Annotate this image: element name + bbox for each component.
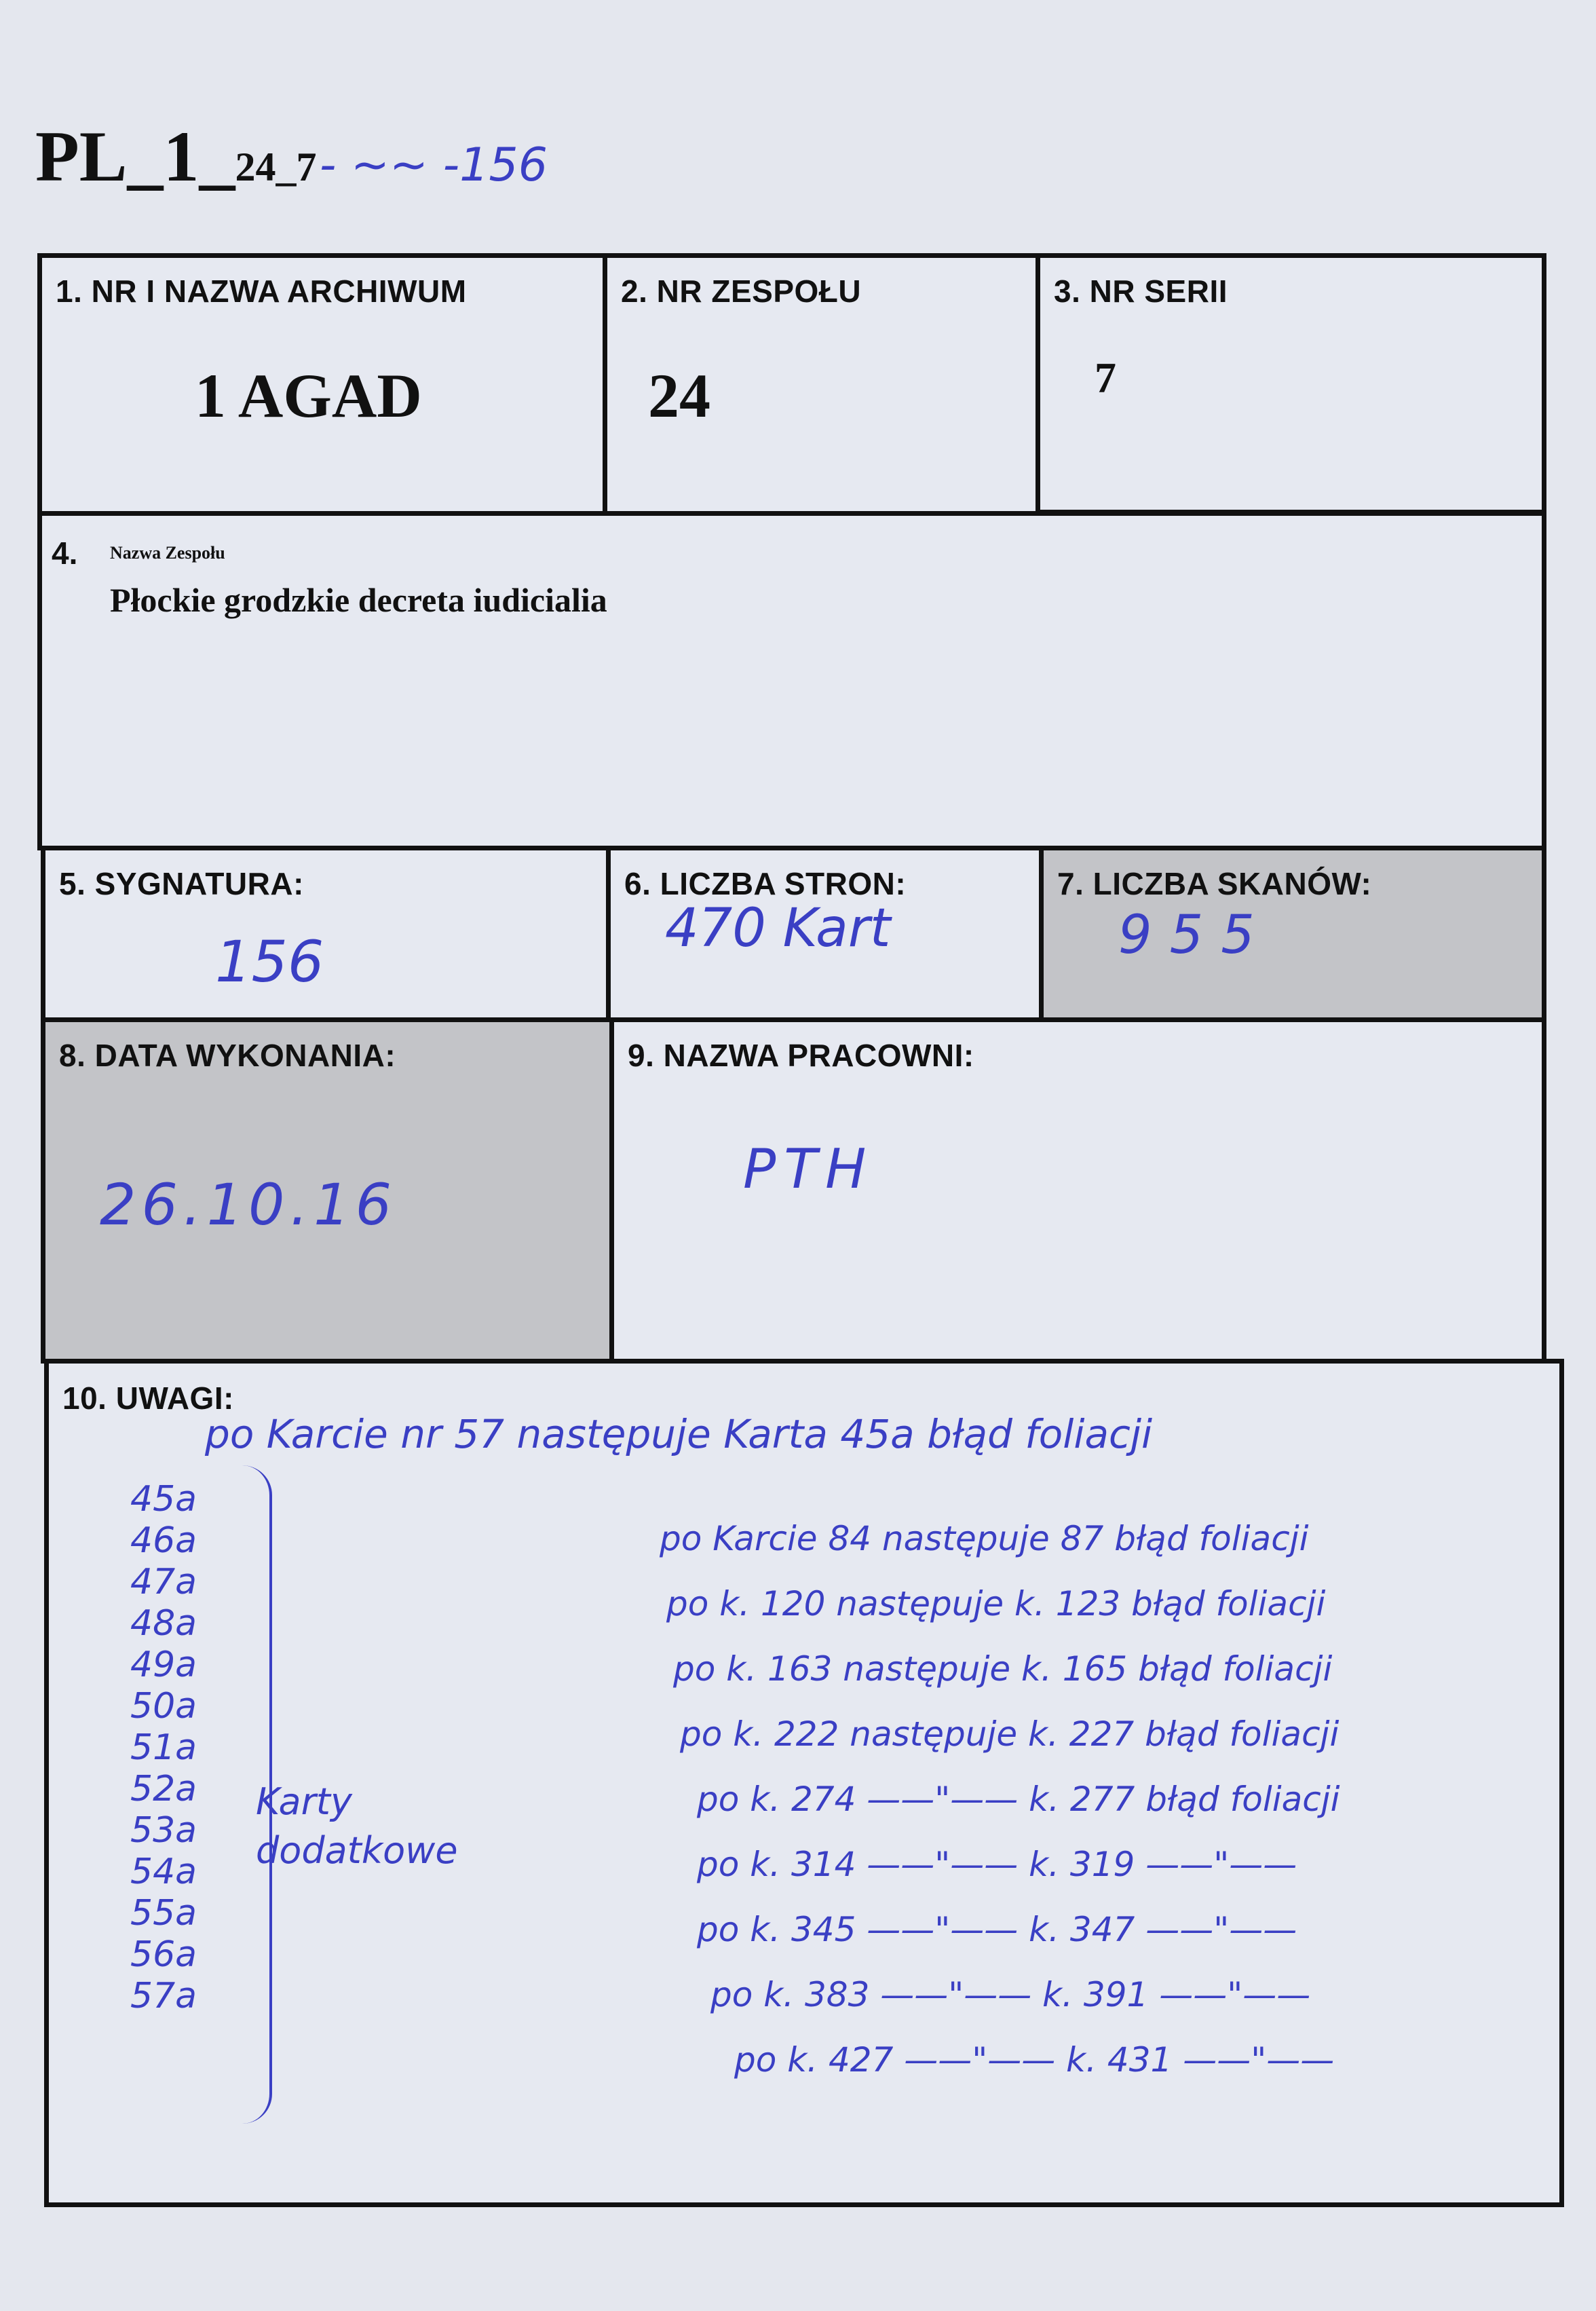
- archive-form: [37, 253, 1546, 2208]
- field-archive: [37, 253, 607, 518]
- field-workshop-value: PTH: [743, 1138, 875, 1201]
- reference-numbers: 24_7: [235, 145, 317, 189]
- field-signature-value: 156: [215, 928, 324, 995]
- notes-left-item: 46a: [130, 1520, 197, 1561]
- notes-left-item: 55a: [130, 1893, 197, 1934]
- field-signature: [41, 846, 611, 1022]
- field-scans-label: 7. LICZBA SKANÓW:: [1057, 866, 1372, 901]
- field-date: [41, 1017, 614, 1364]
- reference-code: [35, 115, 548, 198]
- notes-first-line: po Karcie nr 57 następuje Karta 45a błąd foliacji: [205, 1411, 1153, 1457]
- notes-brace-note-line: dodatkowe: [256, 1829, 458, 1872]
- notes-brace-note-line: Karty: [256, 1780, 352, 1823]
- field-pages: [606, 846, 1044, 1022]
- reference-handwritten: - ~~ -156: [319, 138, 548, 192]
- field-series-no-label: 3. NR SERII: [1054, 274, 1228, 309]
- field-notes: [44, 1359, 1564, 2207]
- notes-left-item: 57a: [130, 1976, 197, 2016]
- notes-left-item: 50a: [130, 1686, 197, 1727]
- field-series-no-value: 7: [1095, 354, 1116, 402]
- field-date-label: 8. DATA WYKONANIA:: [59, 1038, 396, 1073]
- notes-left-item: 48a: [130, 1603, 197, 1644]
- field-fonds-name: [37, 511, 1546, 850]
- field-series-no: [1036, 253, 1546, 514]
- notes-left-item: 53a: [130, 1810, 197, 1851]
- field-fonds-name-label: Nazwa Zespołu: [110, 543, 225, 563]
- notes-right-line: po k. 274 ——"—— k. 277 błąd foliacji: [697, 1780, 1340, 1819]
- field-fonds-name-value: Płockie grodzkie decreta iudicialia: [110, 581, 607, 619]
- notes-left-item: 49a: [130, 1645, 197, 1685]
- field-scans: [1039, 846, 1546, 1022]
- notes-left-item: 54a: [130, 1852, 197, 1892]
- notes-left-item: 52a: [130, 1769, 197, 1809]
- notes-right-line: po Karcie 84 następuje 87 błąd foliacji: [660, 1519, 1309, 1558]
- field-date-value: 26.10.16: [100, 1171, 398, 1238]
- field-pages-label: 6. LICZBA STRON:: [624, 866, 907, 901]
- field-workshop-label: 9. NAZWA PRACOWNI:: [628, 1038, 974, 1073]
- notes-right-line: po k. 314 ——"—— k. 319 ——"——: [697, 1845, 1297, 1884]
- notes-right-line: po k. 427 ——"—— k. 431 ——"——: [734, 2040, 1335, 2080]
- notes-right-list: [592, 1506, 1340, 2092]
- field-pages-value: 470 Kart: [665, 898, 891, 959]
- field-notes-label: 10. UWAGI:: [62, 1380, 234, 1416]
- notes-right-line: po k. 163 następuje k. 165 błąd foliacji: [673, 1649, 1333, 1689]
- notes-left-item: 45a: [130, 1479, 197, 1520]
- notes-left-item: 51a: [130, 1727, 197, 1768]
- field-archive-label: 1. NR I NAZWA ARCHIWUM: [56, 274, 467, 309]
- notes-brace-note: [256, 1778, 458, 1875]
- reference-prefix: PL_1_: [35, 117, 235, 196]
- notes-right-line: po k. 383 ——"—— k. 391 ——"——: [710, 1975, 1311, 2014]
- notes-left-item: 56a: [130, 1934, 197, 1975]
- field-signature-label: 5. SYGNATURA:: [59, 866, 304, 901]
- notes-right-line: po k. 345 ——"—— k. 347 ——"——: [697, 1910, 1297, 1949]
- field-scans-value: 955: [1118, 905, 1272, 966]
- field-fonds-no-value: 24: [648, 361, 710, 430]
- field-archive-value: 1 AGAD: [195, 361, 422, 430]
- notes-left-item: 47a: [130, 1562, 197, 1602]
- field-fonds-name-number: 4.: [52, 536, 78, 571]
- field-fonds-no: [603, 253, 1040, 518]
- notes-left-list: [130, 1479, 197, 2017]
- field-workshop: [609, 1017, 1546, 1364]
- field-fonds-no-label: 2. NR ZESPOŁU: [621, 274, 862, 309]
- notes-right-line: po k. 120 następuje k. 123 błąd foliacji: [666, 1584, 1326, 1623]
- notes-right-line: po k. 222 następuje k. 227 błąd foliacji: [680, 1714, 1340, 1754]
